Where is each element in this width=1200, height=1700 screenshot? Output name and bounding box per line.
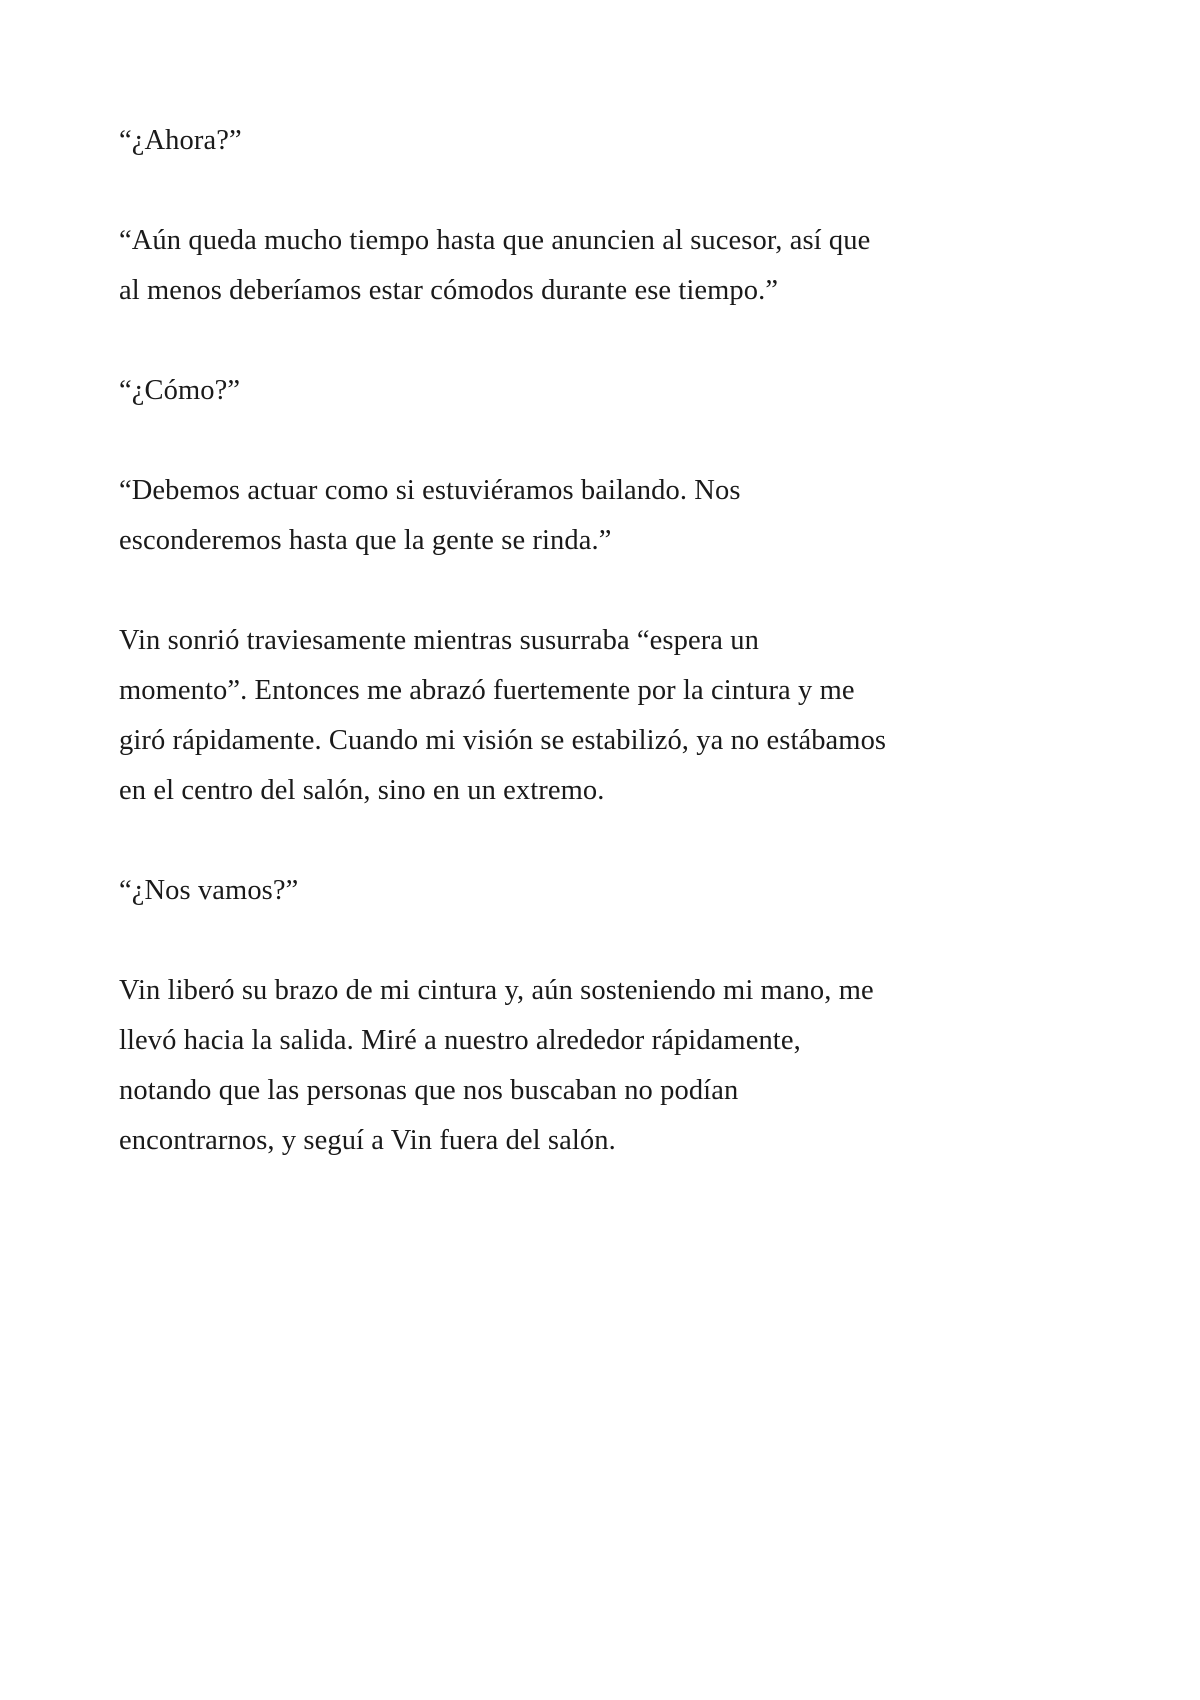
text-line: “¿Cómo?”: [119, 375, 241, 406]
text-line: encontrarnos, y seguí a Vin fuera del salón.: [119, 1125, 616, 1156]
paragraph-dialogue-bailando: [119, 466, 1079, 566]
text-line: “¿Ahora?”: [119, 125, 242, 156]
text-line: Vin liberó su brazo de mi cintura y, aún sosteniendo mi mano, me: [119, 975, 874, 1006]
text-line: al menos deberíamos estar cómodos durante ese tiempo.”: [119, 275, 779, 306]
text-line: momento”. Entonces me abrazó fuertemente por la cintura y me: [119, 675, 855, 706]
text-line: en el centro del salón, sino en un extremo.: [119, 775, 605, 806]
text-line: llevó hacia la salida. Miré a nuestro alrededor rápidamente,: [119, 1025, 801, 1056]
paragraph-narration-vin-libero: [119, 966, 1079, 1166]
paragraph-dialogue-ahora: [119, 116, 1079, 166]
paragraph-dialogue-tiempo: [119, 216, 1079, 316]
text-line: “¿Nos vamos?”: [119, 875, 299, 906]
text-line: notando que las personas que nos buscaban no podían: [119, 1075, 739, 1106]
text-line: “Aún queda mucho tiempo hasta que anuncien al sucesor, así que: [119, 225, 871, 256]
paragraph-narration-vin-sonrio: [119, 616, 1079, 816]
paragraph-dialogue-como: [119, 366, 1079, 416]
text-line: Vin sonrió traviesamente mientras susurraba “espera un: [119, 625, 759, 656]
document-page: [119, 116, 1079, 1216]
text-line: “Debemos actuar como si estuviéramos bailando. Nos: [119, 475, 741, 506]
paragraph-dialogue-nos-vamos: [119, 866, 1079, 916]
text-line: giró rápidamente. Cuando mi visión se estabilizó, ya no estábamos: [119, 725, 887, 756]
text-line: esconderemos hasta que la gente se rinda.”: [119, 525, 612, 556]
